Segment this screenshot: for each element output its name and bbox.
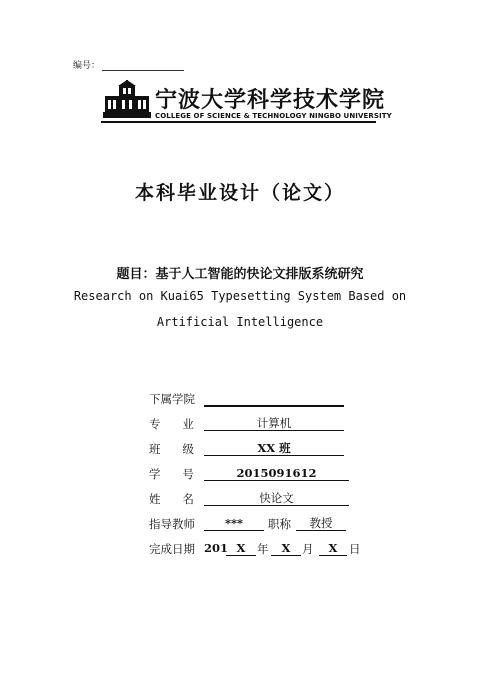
thesis-topic-english-line1: Research on Kuai65 Typesetting System Based on bbox=[73, 289, 407, 303]
date-year-prefix: 201 bbox=[204, 541, 229, 555]
school-name-english: COLLEGE OF SCIENCE & TECHNOLOGY NINGBO UNIVERSITY bbox=[155, 112, 392, 120]
thesis-topic-english-line2: Artificial Intelligence bbox=[156, 315, 324, 329]
name-value: 快论文 bbox=[204, 491, 349, 506]
school-building-logo bbox=[101, 80, 153, 120]
major-value: 计算机 bbox=[204, 416, 344, 431]
info-row-name bbox=[149, 491, 354, 509]
serial-number-label: 编号： bbox=[73, 61, 101, 71]
logo-underline-divider bbox=[101, 121, 376, 123]
advisor-value: *** bbox=[204, 516, 264, 531]
thesis-topic-chinese: 题目：基于人工智能的快论文排版系统研究 bbox=[116, 267, 364, 282]
student-id-label: 学 号 bbox=[149, 467, 194, 481]
completion-date-label: 完成日期 bbox=[149, 542, 195, 556]
info-row-advisor bbox=[149, 516, 359, 534]
college-label: 下属学院 bbox=[149, 392, 195, 406]
info-row-student-id bbox=[149, 466, 354, 484]
advisor-title-value: 教授 bbox=[296, 516, 346, 531]
document-type-title: 本科毕业设计（论文） bbox=[134, 182, 345, 204]
student-id-value: 2015091612 bbox=[204, 466, 349, 481]
major-label: 专 业 bbox=[149, 417, 194, 431]
date-year-blank: X bbox=[226, 541, 256, 556]
date-year-unit: 年 bbox=[257, 542, 269, 556]
class-label: 班 级 bbox=[149, 442, 194, 456]
info-row-major bbox=[149, 416, 349, 434]
school-name-chinese: 宁波大学科学技术学院 bbox=[155, 87, 386, 113]
date-month-unit: 月 bbox=[302, 542, 314, 556]
class-value: XX 班 bbox=[204, 441, 344, 456]
info-row-completion-date bbox=[149, 541, 364, 559]
date-month-blank: X bbox=[271, 541, 301, 556]
advisor-title-label: 职称 bbox=[268, 517, 291, 531]
name-label: 姓 名 bbox=[149, 492, 194, 506]
date-day-blank: X bbox=[319, 541, 347, 556]
serial-number-field bbox=[73, 58, 184, 71]
advisor-label: 指导教师 bbox=[149, 517, 195, 531]
college-value bbox=[204, 391, 344, 407]
school-logo-icon bbox=[101, 80, 153, 120]
info-row-college bbox=[149, 391, 349, 409]
info-row-class bbox=[149, 441, 349, 459]
date-day-unit: 日 bbox=[349, 542, 361, 556]
serial-number-blank bbox=[102, 61, 184, 71]
